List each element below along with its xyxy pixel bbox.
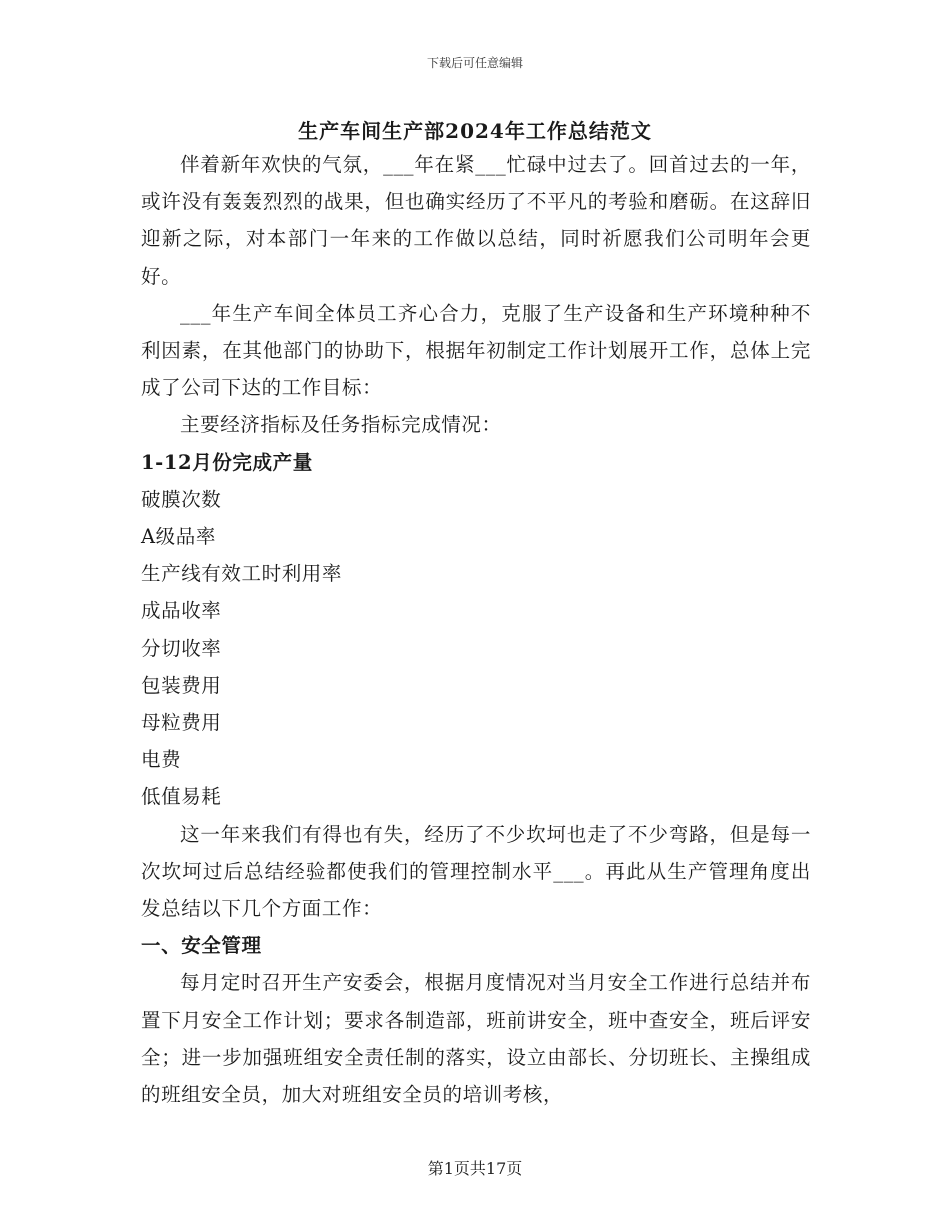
list-item: 分切收率 [141, 636, 222, 660]
list-item: 电费 [141, 748, 182, 772]
section-heading-safety: 一、安全管理 [141, 934, 262, 958]
document-body [141, 146, 811, 1113]
list-item: 包装费用 [141, 673, 222, 697]
list-item: 低值易耗 [141, 785, 222, 809]
list-item: 生产线有效工时利用率 [141, 562, 343, 586]
list-item: 成品收率 [141, 599, 222, 623]
header-note: 下载后可任意编辑 [426, 56, 523, 70]
document-title: 生产车间生产部2024年工作总结范文 [298, 119, 652, 143]
paragraph-safety: 每月定时召开生产安委会，根据月度情况对当月安全工作进行总结并布置下月安全工作计划；要求各制造部，班前讲安全，班中查安全，班后评安全；进一步加强班组安全责任制的落实，设立由部长、分切班长、主操组成的班组安全员，加大对班组安全员的培训考核， [141, 971, 811, 1107]
page-footer: 第1页共17页 [427, 1159, 523, 1178]
list-item: 破膜次数 [141, 487, 222, 511]
paragraph-intro: 伴着新年欢快的气氛，___年在紧___忙碌中过去了。回首过去的一年，或许没有轰轰烈烈的战果，但也确实经历了不平凡的考验和磨砺。在这辞旧迎新之际，对本部门一年来的工作做以总结，同时祈愿我们公司明年会更好。 [141, 153, 811, 288]
list-item: 母粒费用 [141, 711, 222, 735]
paragraph-overview: ___年生产车间全体员工齐心合力，克服了生产设备和生产环境种种不利因素，在其他部门的协助下，根据年初制定工作计划展开工作，总体上完成了公司下达的工作目标： [141, 301, 811, 400]
production-heading: 1-12月份完成产量 [141, 450, 313, 474]
list-item: A级品率 [141, 525, 216, 549]
paragraph-indicators: 主要经济指标及任务指标完成情况： [180, 413, 502, 437]
paragraph-reflection: 这一年来我们有得也有失，经历了不少坎坷也走了不少弯路，但是每一次坎坷过后总结经验都使我们的管理控制水平___。再此从生产管理角度出发总结以下几个方面工作： [141, 822, 811, 921]
